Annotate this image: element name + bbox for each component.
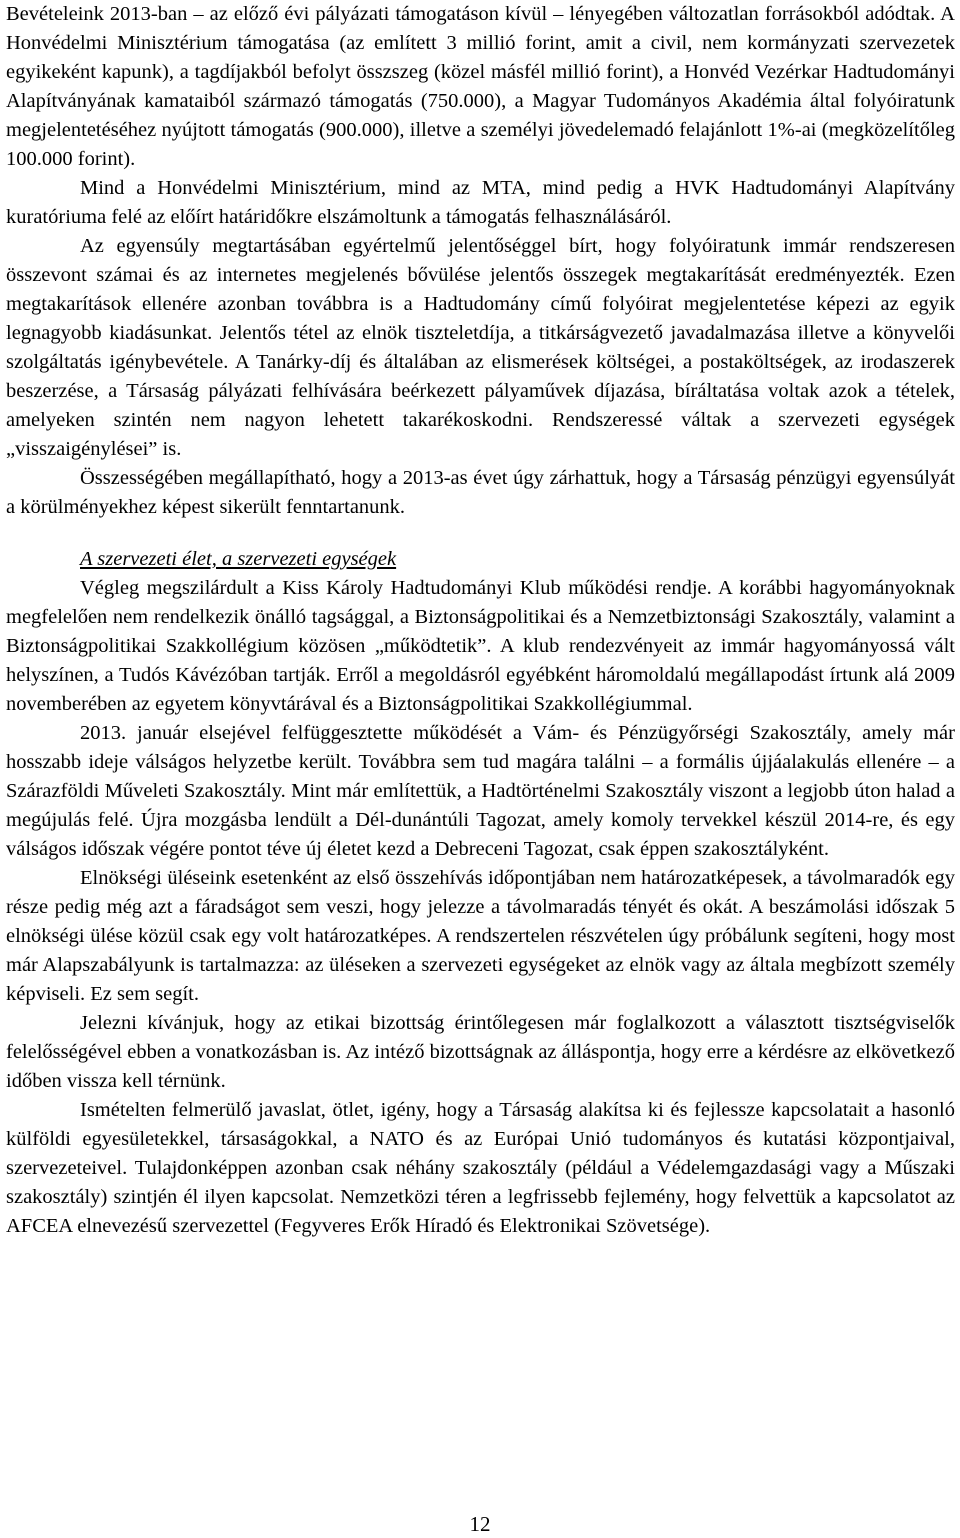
paragraph-board-meetings: Elnökségi üléseink esetenként az első összehívás időpontjában nem határozatképesek, a távolmaradók egy része pedig még azt a fáradságot sem veszi, hogy jelezze a távolmaradás tényét és okát. A beszámolási időszak 5 elnökségi ülése közül csak egy volt határozatképes. A rendszertelen részvételen úgy próbálunk segíteni, hogy most már Alapszabályunk is tartalmazza: az üléseken a szervezeti egységeket az elnök vagy az általa megbízott személy képviseli. Ez sem segít. (6, 867, 955, 1005)
section-heading: A szervezeti élet, a szervezeti egységek (80, 548, 397, 570)
page-number: 12 (469, 1512, 491, 1536)
paragraph-income: Bevételeink 2013-ban – az előző évi pályázati támogatáson kívül – lényegében változatlan forrásokból adódtak. A Honvédelmi Minisztérium támogatása (az említett 3 millió forint, amit a civil, nem kormányzati szervezetek egyikeként kapunk), a tagdíjakból befolyt összszeg (közel másfél millió forint), a Honvéd Vezérkar Hadtudományi Alapítványának kamataiból származó támogatás (750.000), a Magyar Tudományos Akadémia által folyóiratunk megjelentetéséhez nyújtott támogatás (900.000), illetve a személyi jövedelemadó felajánlott 1%-ai (megközelítőleg 100.000 forint). (6, 3, 955, 170)
paragraph-accounting: Mind a Honvédelmi Minisztérium, mind az MTA, mind pedig a HVK Hadtudományi Alapítvány kuratóriuma felé az előírt határidőkre elszámoltunk a támogatás felhasználásáról. (6, 177, 955, 228)
paragraph-sections: 2013. január elsejével felfüggesztette működését a Vám- és Pénzügyőrségi Szakosztály, amely már hosszabb ideje válságos helyzetbe került. Továbbra sem tud magára találni – a formális újjáalakulás ellenére – a Szárazföldi Műveleti Szakosztály. Mint már említettük, a Hadtörténelmi Szakosztály viszont a legjobb úton halad a megújulás felé. Újra mozgásba lendült a Dél-dunántúli Tagozat, amely komoly tervekkel készül 2014-re, és egy válságos időszak végére pontot téve új életet kezd a Debreceni Tagozat, csak éppen szakosztályként. (6, 722, 955, 860)
document-page (6, 0, 955, 1241)
paragraph-international: Ismételten felmerülő javaslat, ötlet, igény, hogy a Társaság alakítsa ki és fejlessze kapcsolatait a hasonló külföldi egyesületekkel, társaságokkal, a NATO és az Európai Unió tudományos és kutatási központjaival, szervezeteivel. Tulajdonképpen azonban csak néhány szakosztály (például a Védelemgazdasági vagy a Műszaki szakosztály) szintjén él ilyen kapcsolat. Nemzetközi téren a legfrissebb fejlemény, hogy felvettük a kapcsolatot az AFCEA elnevezésű szervezettel (Fegyveres Erők Híradó és Elektronikai Szövetsége). (6, 1099, 955, 1237)
paragraph-balance: Az egyensúly megtartásában egyértelmű jelentőséggel bírt, hogy folyóiratunk immár rendszeresen összevont számai és az internetes megjelenés bővülése jelentős összegek megtakarítását eredményezték. Ezen megtakarítások ellenére azonban továbbra is a Hadtudomány című folyóirat megjelentetése képezi az egyik legnagyobb kiadásunkat. Jelentős tétel az elnök tiszteletdíja, a titkárságvezető javadalmazása illetve a könyvelői szolgáltatás igénybevétele. A Tanárky-díj és általában az elismerések költségei, a postaköltségek, az irodaszerek beszerzése, a Társaság pályázati felhívására beérkezett pályaművek díjazása, bíráltatása voltak azok a tételek, amelyeken szintén nem nagyon lehetett takarékoskodni. Rendszeressé váltak a szervezeti egységek „visszaigénylései” is. (6, 235, 955, 460)
paragraph-club: Végleg megszilárdult a Kiss Károly Hadtudományi Klub működési rendje. A korábbi hagyományoknak megfelelően nem rendelkezik önálló tagsággal, a Biztonságpolitikai és a Nemzetbiztonsági Szakosztály, valamint a Biztonságpolitikai Szakkollégium közösen „működtetik”. A klub rendezvényeit az immár hagyományossá vált helyszínen, a Tudós Kávézóban tartják. Erről a megoldásról egyébként háromoldalú megállapodást írtunk alá 2009 novemberében az egyetem könyvtárával és a Biztonságpolitikai Szakkollégiummal. (6, 577, 955, 715)
paragraph-ethics: Jelezni kívánjuk, hogy az etikai bizottság érintőlegesen már foglalkozott a választott tisztségviselők felelősségével ebben a vonatkozásban is. Az intéző bizottságnak az álláspontja, hogy erre a kérdésre az elkövetkező időben vissza kell térnünk. (6, 1012, 955, 1092)
paragraph-summary: Összességében megállapítható, hogy a 2013-as évet úgy zárhattuk, hogy a Társaság pénzügyi egyensúlyát a körülményekhez képest sikerült fenntartanunk. (6, 467, 955, 518)
